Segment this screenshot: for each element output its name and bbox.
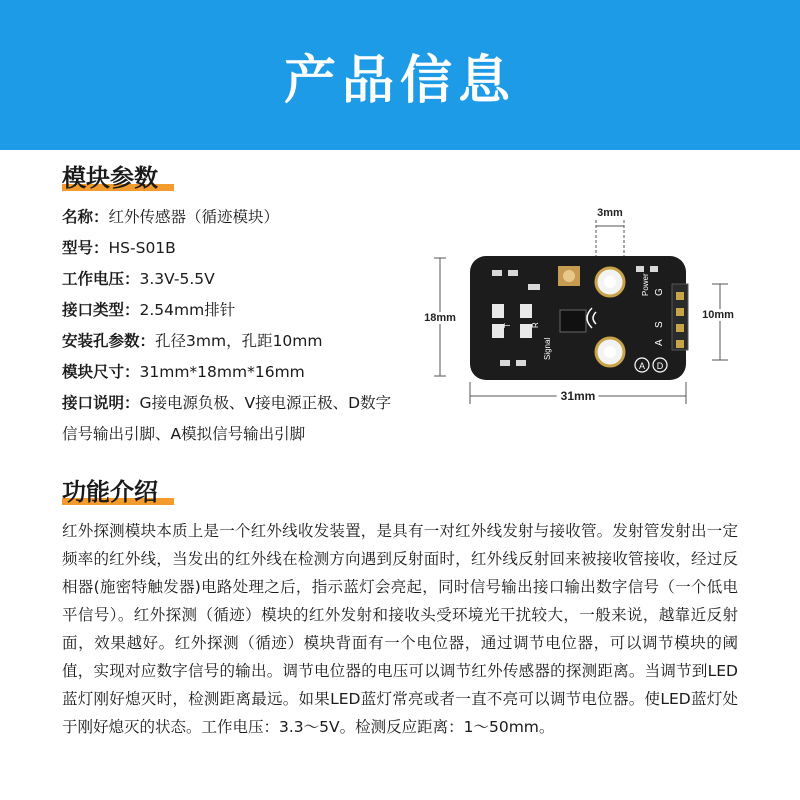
- param-row: 模块尺寸：31mm*18mm*16mm: [62, 363, 305, 381]
- dim-height-label: 18mm: [424, 312, 456, 324]
- dim-hole-label: 3mm: [597, 207, 623, 219]
- param-row: 工作电压：3.3V-5.5V: [62, 270, 215, 288]
- silk-t: T: [503, 323, 512, 328]
- module-dimension-diagram: [410, 200, 750, 410]
- intro-paragraph: 红外探测模块本质上是一个红外线收发装置，是具有一对红外线发射与接收管。发射管发射出一定频率的红外线，当发出的红外线在检测方向遇到反射面时，红外线反射回来被接收管接收，经过反相器(施密特触发器)电路处理之后，指示蓝灯会亮起，同时信号输出接口输出数字信号（一个低电平信号）。红外探测（循迹）模块的红外发射和接收头受环境光干扰较大，一般来说，越靠近反射面，效果越好。红外探测（循迹）模块背面有一个电位器，通过调节电位器，可以调节模块的阈值，实现对应数字信号的输出。调节电位器的电压可以调节红外传感器的探测距离。当调节到LED蓝灯刚好熄灭时，检测距离最远。如果LED蓝灯常亮或者一直不亮可以调节电位器。使LED蓝灯处于刚好熄灭的状态。工作电压：3.3～5V。检测反应距离：1～50mm。: [62, 522, 738, 736]
- params-list: [62, 202, 392, 450]
- ic-chip: [560, 310, 586, 332]
- param-row: 名称：红外传感器（循迹模块）: [62, 208, 280, 226]
- dim-pitch-label: 10mm: [702, 309, 734, 321]
- silk-r: R: [531, 322, 540, 328]
- param-row: 安装孔参数：孔径3mm，孔距10mm: [62, 332, 323, 350]
- marker-a: A: [638, 361, 646, 371]
- pin-label-s: S: [654, 321, 665, 328]
- intro-section-title: 功能介绍: [62, 472, 158, 507]
- banner-title: 产品信息: [283, 50, 516, 111]
- marker-d: D: [656, 361, 664, 371]
- params-section-title: 模块参数: [62, 158, 158, 193]
- silk-power: Power: [641, 273, 650, 296]
- param-row: 接口说明：G接电源负极、V接电源正极、D数字信号输出引脚、A模拟信号输出引脚: [62, 394, 392, 443]
- dim-width-label: 31mm: [560, 389, 596, 403]
- silk-signal: Signal: [543, 337, 552, 360]
- param-row: 型号：HS-S01B: [62, 239, 176, 257]
- param-row: 接口类型：2.54mm排针: [62, 301, 236, 319]
- banner: [0, 0, 800, 150]
- pin-label-g: G: [654, 288, 665, 296]
- pin-label-a: A: [654, 339, 665, 346]
